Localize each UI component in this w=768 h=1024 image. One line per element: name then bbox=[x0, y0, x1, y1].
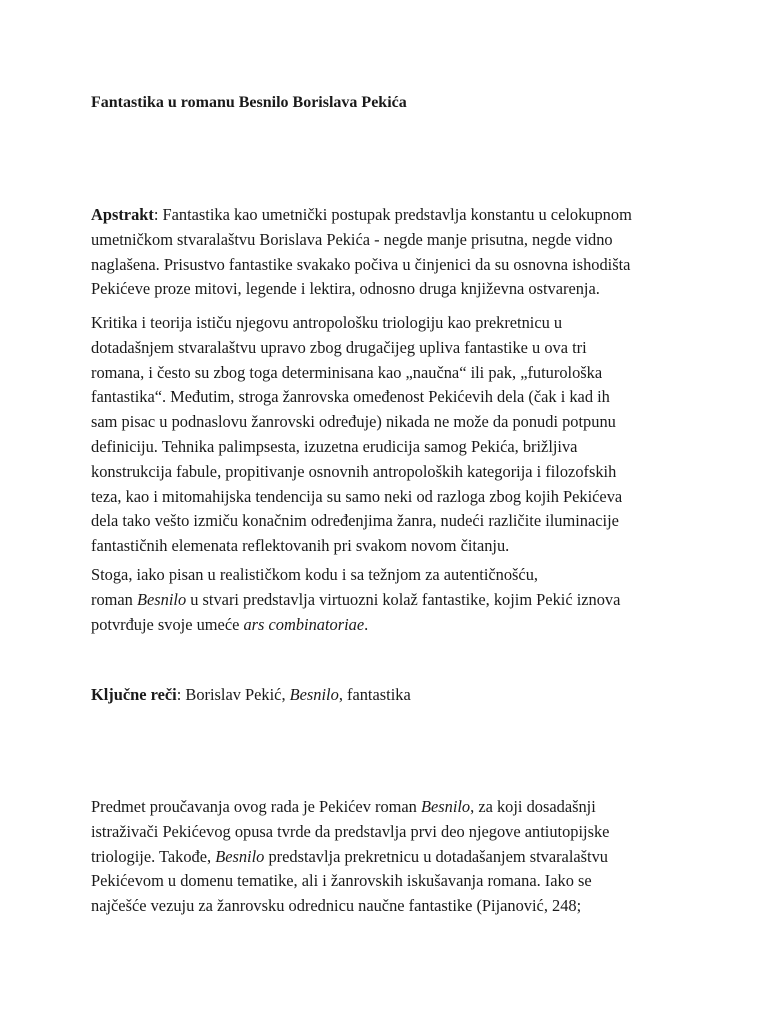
novel-title-italic: Besnilo bbox=[136, 589, 187, 609]
body-line bbox=[91, 845, 691, 870]
critique-line: fantastika“. Međutim, stroga žanrovska omeđenost Pekićevih dela (čak i kad ih bbox=[91, 387, 610, 407]
body-text: triologije. Takođe, bbox=[91, 846, 216, 866]
keyword-italic: Besnilo bbox=[289, 685, 339, 704]
critique-line: dela tako vešto izmiču konačnim određenjima žanra, nudeći različite iluminacije bbox=[91, 511, 619, 531]
abstract-label: Apstrakt bbox=[91, 205, 154, 224]
conclusion-line: Stoga, iako pisan u realističkom kodu i sa težnjom za autentičnošću, bbox=[91, 565, 538, 584]
body-text: Predmet proučavanja ovog rada je Pekićev roman bbox=[91, 797, 421, 816]
novel-title-italic: Besnilo bbox=[215, 846, 265, 866]
conclusion-line bbox=[91, 613, 691, 638]
critique-paragraph bbox=[91, 311, 691, 559]
critique-line: konstrukcija fabule, propitivanje osnovnih antropoloških kategorija i filozofskih bbox=[91, 461, 617, 481]
body-line: istraživači Pekićevog opusa tvrde da predstavlja prvi deo njegove antiutopijske bbox=[91, 821, 610, 841]
keywords-paragraph bbox=[91, 683, 691, 708]
conclusion-text: potvrđuje svoje umeće bbox=[91, 614, 244, 634]
conclusion-text: roman bbox=[91, 589, 137, 609]
critique-line: fantastičnih elemenata reflektovanih pri svakom novom čitanju. bbox=[91, 536, 510, 556]
body-text: , za koji dosadašnji bbox=[470, 797, 596, 816]
body-text: predstavlja prekretnicu u dotadašanjem stvaralaštvu bbox=[264, 846, 608, 866]
body-line bbox=[91, 795, 691, 820]
keywords-line bbox=[91, 683, 691, 708]
body-line: najčešće vezuju za žanrovsku odrednicu naučne fantastike (Pijanović, 248; bbox=[91, 896, 582, 916]
body-paragraph bbox=[91, 795, 691, 919]
novel-title-italic: Besnilo bbox=[420, 797, 471, 816]
abstract-line bbox=[91, 203, 691, 228]
critique-line: dotadašnjem stvaralaštvu upravo zbog drugačijeg upliva fantastike u ova tri bbox=[91, 337, 587, 357]
critique-line: teza, kao i mitomahijska tendencija su samo neki od razloga zbog kojih Pekićeva bbox=[91, 486, 623, 506]
critique-line: romana, i često su zbog toga determinisana kao „naučna“ ili pak, „futurološka bbox=[91, 362, 603, 382]
conclusion-paragraph bbox=[91, 563, 691, 637]
body-line: Pekićevom u domenu tematike, ali i žanrovskih iskušavanja romana. Iako se bbox=[91, 871, 592, 891]
keywords-label: Ključne reči bbox=[91, 685, 177, 704]
keywords-text: : Borislav Pekić, bbox=[176, 685, 290, 704]
abstract-line-text: : Fantastika kao umetnički postupak predstavlja konstantu u celokupnom bbox=[153, 205, 632, 224]
conclusion-text: u stvari predstavlja virtuozni kolaž fantastike, kojim Pekić iznova bbox=[186, 589, 621, 609]
abstract-line: umetničkom stvaralaštvu Borislava Pekića - negde manje prisutna, negde vidno bbox=[91, 229, 613, 249]
abstract-paragraph bbox=[91, 203, 691, 302]
abstract-line: Pekićeve proze mitovi, legende i lektira, odnosno druga književna ostvarenja. bbox=[91, 279, 600, 299]
critique-line: Kritika i teorija ističu njegovu antropološku triologiju kao prekretnicu u bbox=[91, 313, 563, 332]
critique-line: definiciju. Tehnika palimpsesta, izuzetna erudicija samog Pekića, brižljiva bbox=[91, 436, 578, 456]
critique-line: sam pisac u podnaslovu žanrovski određuje) nikada ne može da ponudi potpunu bbox=[91, 412, 616, 432]
conclusion-text: . bbox=[364, 614, 369, 634]
latin-phrase-italic: ars combinatoriae bbox=[243, 614, 365, 634]
document-title: Fantastika u romanu Besnilo Borislava Pekića bbox=[91, 94, 407, 111]
conclusion-line bbox=[91, 588, 691, 613]
abstract-line: naglašena. Prisustvo fantastike svakako počiva u činjenici da su osnovna ishodišta bbox=[91, 254, 631, 274]
keywords-text: , fantastika bbox=[338, 685, 411, 704]
